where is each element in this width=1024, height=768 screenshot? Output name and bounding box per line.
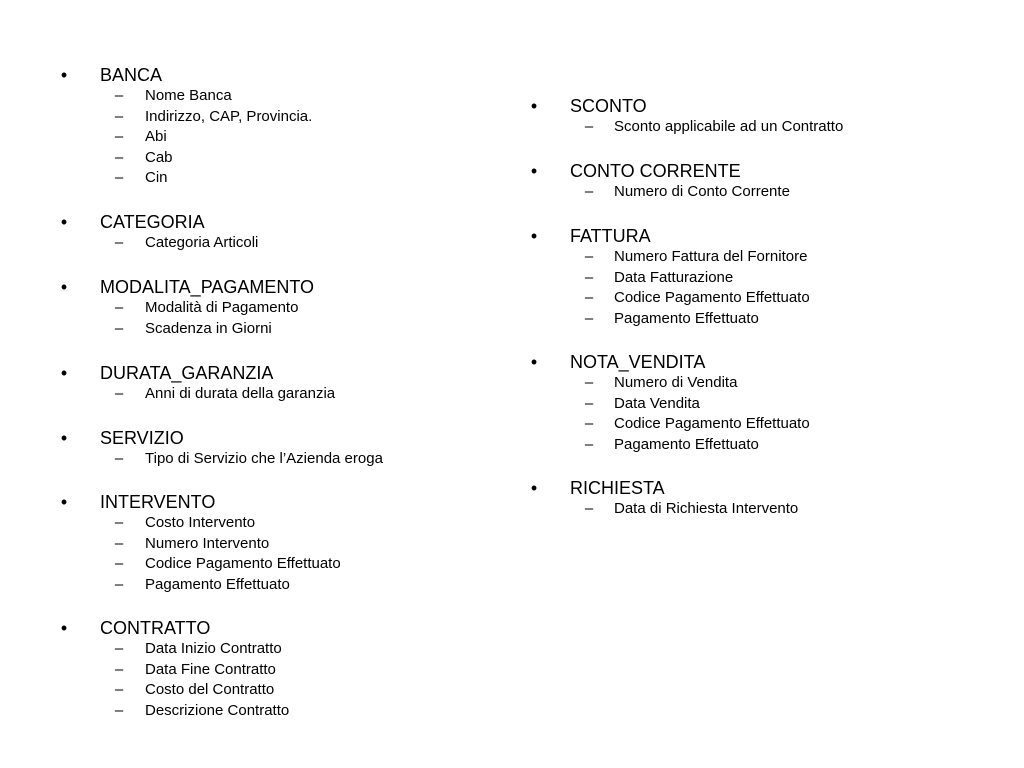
- list-item: [0, 319, 510, 340]
- section-heading-row: [470, 351, 1010, 373]
- section-heading-row: [0, 362, 510, 384]
- list-item-label: Modalità di Pagamento: [145, 299, 299, 316]
- section-heading-row: [0, 491, 510, 513]
- dash-icon: –: [114, 299, 124, 316]
- section-durata-garanzia: [0, 362, 510, 405]
- list-item: [0, 554, 510, 575]
- list-item: [0, 660, 510, 681]
- list-item-label: Categoria Articoli: [145, 234, 259, 251]
- list-item-label: Numero di Conto Corrente: [614, 183, 790, 200]
- section-heading-row: [470, 95, 1010, 117]
- list-item: [0, 534, 510, 555]
- list-item: [0, 384, 510, 405]
- dash-icon: –: [114, 555, 124, 573]
- list-item-label: Abi: [145, 128, 167, 146]
- list-item: [0, 298, 510, 319]
- section-nota-vendita: [470, 351, 1010, 455]
- dash-icon: –: [584, 268, 594, 286]
- list-item-label: Cin: [145, 169, 168, 187]
- dash-icon: –: [114, 107, 124, 125]
- list-item: [0, 449, 510, 470]
- section-title: CATEGORIA: [100, 212, 205, 232]
- section-heading-row: [0, 211, 510, 233]
- dash-icon: –: [114, 169, 124, 187]
- bullet-icon: •: [60, 277, 68, 297]
- section-banca: [0, 64, 510, 189]
- list-item: [470, 182, 1010, 203]
- section-contratto: [0, 617, 510, 721]
- list-item-label: Costo del Contratto: [145, 681, 275, 699]
- section-title: RICHIESTA: [570, 478, 665, 498]
- dash-icon: –: [114, 660, 124, 678]
- list-item-label: Data Fine Contratto: [145, 660, 276, 678]
- list-item: [0, 680, 510, 701]
- list-item-label: Pagamento Effettuato: [614, 309, 759, 327]
- bullet-icon: •: [530, 96, 538, 116]
- list-item: [470, 268, 1010, 289]
- section-title: INTERVENTO: [100, 492, 216, 512]
- dash-icon: –: [114, 450, 124, 467]
- section-heading-row: [0, 276, 510, 298]
- list-item-label: Anni di durata della garanzia: [145, 385, 336, 402]
- list-item: [470, 117, 1010, 138]
- section-intervento: [0, 491, 510, 595]
- dash-icon: –: [584, 248, 594, 265]
- dash-icon: –: [114, 87, 124, 104]
- section-heading-row: [0, 427, 510, 449]
- dash-icon: –: [114, 385, 124, 402]
- list-item-label: Data di Richiesta Intervento: [614, 500, 799, 517]
- list-item-label: Data Vendita: [614, 394, 700, 412]
- section-categoria: [0, 211, 510, 254]
- list-item: [470, 414, 1010, 435]
- section-title: DURATA_GARANZIA: [100, 363, 274, 383]
- section-title: BANCA: [100, 65, 163, 85]
- list-item: [0, 127, 510, 148]
- list-item: [470, 288, 1010, 309]
- list-item: [0, 513, 510, 534]
- section-sconto: [470, 95, 1010, 138]
- section-title: MODALITA_PAGAMENTO: [100, 277, 315, 297]
- list-item: [0, 575, 510, 596]
- section-heading-row: [0, 64, 510, 86]
- list-item-label: Costo Intervento: [145, 514, 256, 531]
- list-item-label: Codice Pagamento Effettuato: [614, 415, 810, 433]
- dash-icon: –: [114, 128, 124, 146]
- list-item-label: Tipo di Servizio che l’Azienda eroga: [145, 450, 383, 467]
- section-heading-row: [0, 617, 510, 639]
- list-item-label: Pagamento Effettuato: [614, 435, 759, 453]
- list-item-label: Data Fatturazione: [614, 268, 734, 286]
- bullet-icon: •: [530, 226, 538, 246]
- dash-icon: –: [584, 118, 594, 135]
- bullet-icon: •: [60, 363, 68, 383]
- dash-icon: –: [114, 319, 124, 337]
- section-modalita-pagamento: [0, 276, 510, 339]
- list-item: [0, 168, 510, 189]
- dash-icon: –: [114, 681, 124, 699]
- dash-icon: –: [114, 640, 124, 657]
- dash-icon: –: [114, 234, 124, 251]
- list-item: [0, 148, 510, 169]
- dash-icon: –: [584, 415, 594, 433]
- list-item: [0, 233, 510, 254]
- dash-icon: –: [584, 435, 594, 453]
- dash-icon: –: [114, 514, 124, 531]
- bullet-icon: •: [530, 478, 538, 498]
- list-item: [0, 86, 510, 107]
- bullet-icon: •: [60, 428, 68, 448]
- section-richiesta: [470, 477, 1010, 520]
- list-item-label: Nome Banca: [145, 87, 232, 104]
- bullet-icon: •: [60, 65, 68, 85]
- bullet-icon: •: [530, 161, 538, 181]
- section-title: SCONTO: [570, 96, 647, 116]
- section-heading-row: [470, 477, 1010, 499]
- bullet-icon: •: [60, 492, 68, 512]
- dash-icon: –: [114, 534, 124, 552]
- list-item: [0, 701, 510, 722]
- list-item: [0, 107, 510, 128]
- list-item-label: Data Inizio Contratto: [145, 640, 282, 657]
- list-item: [470, 499, 1010, 520]
- section-title: FATTURA: [570, 226, 651, 246]
- bullet-icon: •: [60, 212, 68, 232]
- bullet-icon: •: [60, 618, 68, 638]
- section-title: NOTA_VENDITA: [570, 352, 706, 372]
- list-item-label: Codice Pagamento Effettuato: [145, 555, 341, 573]
- list-item-label: Indirizzo, CAP, Provincia.: [145, 107, 313, 125]
- dash-icon: –: [584, 289, 594, 307]
- dash-icon: –: [584, 500, 594, 517]
- list-item-label: Numero di Vendita: [614, 374, 738, 391]
- dash-icon: –: [114, 701, 124, 719]
- section-conto-corrente: [470, 160, 1010, 203]
- dash-icon: –: [584, 374, 594, 391]
- list-item: [470, 373, 1010, 394]
- dash-icon: –: [584, 309, 594, 327]
- section-fattura: [470, 225, 1010, 329]
- list-item-label: Numero Fattura del Fornitore: [614, 248, 808, 265]
- dash-icon: –: [114, 575, 124, 593]
- section-title: CONTO CORRENTE: [570, 161, 741, 181]
- section-heading-row: [470, 225, 1010, 247]
- section-title: SERVIZIO: [100, 428, 184, 448]
- list-item-label: Cab: [145, 148, 173, 166]
- list-item: [0, 639, 510, 660]
- list-item: [470, 394, 1010, 415]
- section-title: CONTRATTO: [100, 618, 211, 638]
- list-item-label: Numero Intervento: [145, 534, 270, 552]
- dash-icon: –: [114, 148, 124, 166]
- list-item-label: Codice Pagamento Effettuato: [614, 289, 810, 307]
- list-item-label: Pagamento Effettuato: [145, 575, 290, 593]
- list-item-label: Descrizione Contratto: [145, 701, 290, 719]
- section-servizio: [0, 427, 510, 470]
- dash-icon: –: [584, 394, 594, 412]
- list-item-label: Sconto applicabile ad un Contratto: [614, 118, 844, 135]
- list-item: [470, 435, 1010, 456]
- section-heading-row: [470, 160, 1010, 182]
- list-item: [470, 247, 1010, 268]
- list-item-label: Scadenza in Giorni: [145, 319, 272, 337]
- bullet-icon: •: [530, 352, 538, 372]
- list-item: [470, 309, 1010, 330]
- dash-icon: –: [584, 183, 594, 200]
